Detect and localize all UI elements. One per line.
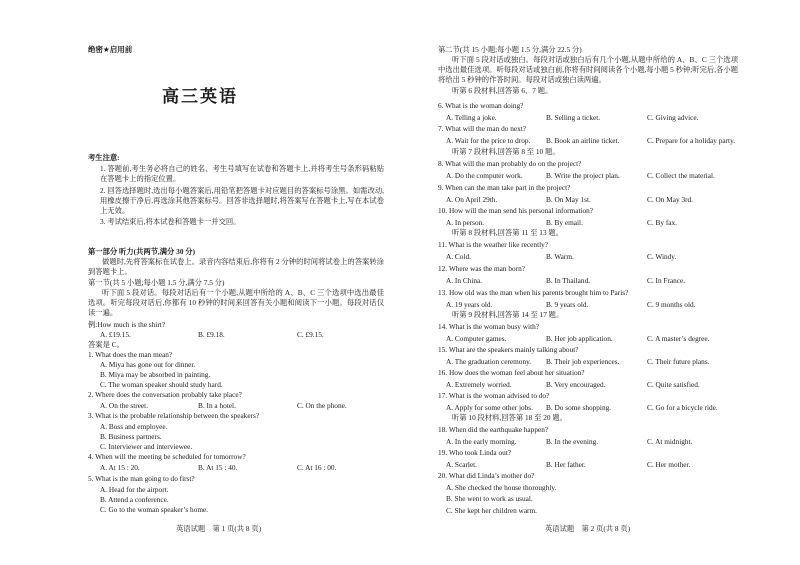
question-10: 10. How will the man send his personal information? <box>438 206 594 215</box>
q11-option-c: C. Windy. <box>647 252 677 261</box>
q16-option-b: B. Very encouraged. <box>546 380 606 389</box>
q11-option-b: B. Warm. <box>546 252 574 261</box>
example-option-b: B. £9.18. <box>198 330 225 339</box>
q11-option-a: A. Cold. <box>446 252 471 261</box>
question-2: 2. Where does the conversation probably take place? <box>88 390 242 399</box>
q2-option-a: A. On the street. <box>100 401 149 410</box>
section1-instructions: 听下面 5 段对话。每段对话后有一个小题,从题中所给的 A、B、C 三个选项中选出最佳选项。听完每段对话后,你都有 10 秒钟的时间来回答有关小题和阅读下一小题。每段对话仅读一遍。 <box>88 288 384 317</box>
q16-option-a: A. Extremely worried. <box>446 380 512 389</box>
q3-option-b: B. Business partners. <box>100 432 162 441</box>
secret-label: 绝密★启用前 <box>88 45 133 54</box>
example-question: 例:How much is the shirt? <box>88 320 166 329</box>
material-8: 听第 8 段材料,回答第 11 至 13 题。 <box>452 228 564 237</box>
q15-option-b: B. Their job experiences. <box>546 357 620 366</box>
q3-option-c: C. Interviewer and interviewee. <box>100 442 193 451</box>
q20-option-a: A. She checked the house thoroughly. <box>446 483 557 492</box>
question-19: 19. Who took Linda out? <box>438 448 512 457</box>
section2-heading: 第二节(共 15 小题;每小题 1.5 分,满分 22.5 分) <box>438 45 582 54</box>
material-6: 听第 6 段材料,回答第 6、7 题。 <box>452 86 553 95</box>
question-20: 20. What did Linda’s mother do? <box>438 471 535 480</box>
q5-option-c: C. Go to the woman speaker’s home. <box>100 505 209 514</box>
q17-option-b: B. Do some shopping. <box>546 403 612 412</box>
notice-item-3: 3. 考试结束后,将本试卷和答题卡一并交回。 <box>100 217 241 226</box>
q7-option-b: B. Book an airline ticket. <box>546 136 620 145</box>
q3-option-a: A. Boss and employee. <box>100 422 168 431</box>
q6-option-c: C. Giving advice. <box>647 113 699 122</box>
q7-option-c: C. Prepare for a holiday party. <box>647 136 736 145</box>
q6-option-a: A. Telling a joke. <box>446 113 497 122</box>
q13-option-c: C. 9 months old. <box>647 300 696 309</box>
material-7: 听第 7 段材料,回答第 8 至 10 题。 <box>452 147 560 156</box>
notice-item-1: 1. 答题前,考生务必将自己的姓名、考生号填写在试卷和答题卡上,并将考生号条形码粘贴在答题卡上的指定位置。 <box>100 164 384 183</box>
q12-option-a: A. In China. <box>446 276 483 285</box>
q10-option-a: A. In person. <box>446 218 485 227</box>
notice-item-2: 2. 回答选择题时,选出每小题答案后,用铅笔把答题卡对应题目的答案标号涂黑。如需改动,用橡皮擦干净后,再选涂其他答案标号。回答非选择题时,将答案写在答题卡上,写在本试卷上无效。 <box>100 186 384 215</box>
example-option-a: A. £19.15. <box>100 330 131 339</box>
question-17: 17. What is the woman advised to do? <box>438 391 550 400</box>
q12-option-b: B. In Thailand. <box>546 276 591 285</box>
question-13: 13. How old was the man when his parents brought him to Paris? <box>438 288 629 297</box>
q5-option-a: A. Head for the airport. <box>100 485 169 494</box>
q15-option-c: C. Their future plans. <box>647 357 710 366</box>
example-option-c: C. £9.15. <box>297 330 324 339</box>
q1-option-a: A. Miya has gone out for dinner. <box>100 360 196 369</box>
material-9: 听第 9 段材料,回答第 14 至 17 题。 <box>452 310 564 319</box>
page-title: 高三英语 <box>162 87 238 107</box>
q10-option-b: B. By email. <box>546 218 583 227</box>
q17-option-c: C. Go for a bicycle ride. <box>647 403 718 412</box>
page-footer-2: 英语试题 第 2 页(共 8 页) <box>545 524 631 533</box>
q20-option-b: B. She went to work as usual. <box>446 494 533 503</box>
notice-heading: 考生注意: <box>88 153 120 162</box>
part1-heading: 第一部分 听力(共两节,满分 30 分) <box>88 247 196 256</box>
q13-option-b: B. 9 years old. <box>546 300 589 309</box>
question-1: 1. What does the man mean? <box>88 350 173 359</box>
q18-option-c: C. At midnight. <box>647 437 693 446</box>
q4-option-b: B. At 15 : 40. <box>198 463 238 472</box>
q9-option-b: B. On May 1st. <box>546 195 591 204</box>
q9-option-a: A. On April 29th. <box>446 195 498 204</box>
q14-option-a: A. Computer games. <box>446 334 507 343</box>
q13-option-a: A. 19 years old. <box>446 300 493 309</box>
q14-option-c: C. A master’s degree. <box>647 334 710 343</box>
question-14: 14. What is the woman busy with? <box>438 322 539 331</box>
question-9: 9. When can the man take part in the project? <box>438 183 571 192</box>
q7-option-a: A. Wait for the price to drop. <box>446 136 531 145</box>
q20-option-c: C. She kept her children warm. <box>446 506 537 515</box>
question-6: 6. What is the woman doing? <box>438 101 524 110</box>
question-7: 7. What will the man do next? <box>438 124 527 133</box>
question-15: 15. What are the speakers mainly talking about? <box>438 345 579 354</box>
q9-option-c: C. On May 3rd. <box>647 195 694 204</box>
q1-option-c: C. The woman speaker should study hard. <box>100 380 223 389</box>
q6-option-b: B. Selling a ticket. <box>546 113 601 122</box>
q18-option-b: B. In the evening. <box>546 437 599 446</box>
q14-option-b: B. Her job application. <box>546 334 613 343</box>
question-3: 3. What is the probable relationship between the speakers? <box>88 411 260 420</box>
example-answer: 答案是 C。 <box>88 340 124 349</box>
q2-option-c: C. On the phone. <box>297 401 347 410</box>
question-18: 18. When did the earthquake happen? <box>438 425 549 434</box>
q15-option-a: A. The graduation ceremony. <box>446 357 532 366</box>
q12-option-c: C. In France. <box>647 276 686 285</box>
part1-instructions: 做题时,先将答案标在试卷上。录音内容结束后,你将有 2 分钟的时间将试卷上的答案转涂到答题卡上。 <box>88 257 384 276</box>
q17-option-a: A. Apply for some other jobs. <box>446 403 533 412</box>
q8-option-c: C. Collect the material. <box>647 171 715 180</box>
exam-page-2 <box>400 0 800 565</box>
q2-option-b: B. In a hotel. <box>198 401 236 410</box>
material-10: 听第 10 段材料,回答第 18 至 20 题。 <box>452 413 567 422</box>
q4-option-a: A. At 15 : 20. <box>100 463 140 472</box>
question-12: 12. Where was the man born? <box>438 264 525 273</box>
q19-option-b: B. Her father. <box>546 460 586 469</box>
q18-option-a: A. In the early morning. <box>446 437 517 446</box>
q19-option-a: A. Scarlet. <box>446 460 478 469</box>
q19-option-c: C. Her mother. <box>647 460 691 469</box>
question-4: 4. When will the meeting be scheduled for tomorrow? <box>88 452 246 461</box>
q16-option-c: C. Quite satisfied. <box>647 380 700 389</box>
question-11: 11. What is the weather like recently? <box>438 240 549 249</box>
section1-heading: 第一节(共 5 小题;每小题 1.5 分,满分 7.5 分) <box>88 278 225 287</box>
q5-option-b: B. Attend a conference. <box>100 495 169 504</box>
question-8: 8. What will the man probably do on the project? <box>438 159 582 168</box>
question-5: 5. What is the man going to do first? <box>88 474 195 483</box>
q8-option-b: B. Write the project plan. <box>546 171 620 180</box>
q8-option-a: A. Do the computer work. <box>446 171 523 180</box>
question-16: 16. How does the woman feel about her situation? <box>438 368 585 377</box>
q1-option-b: B. Miya may be absorbed in painting. <box>100 370 211 379</box>
q4-option-c: C. At 16 : 00. <box>297 463 337 472</box>
section2-instructions: 听下面 5 段对话或独白。每段对话或独白后有几个小题,从题中所给的 A、B、C 三个选项中选出最佳选项。听每段对话或独白前,你将有时间阅读各个小题,每小题 5 秒钟;听完后,各小题将给出 5 秒钟的作答时间。每段对话或独白读两遍。 <box>438 55 738 84</box>
q10-option-c: C. By fax. <box>647 218 677 227</box>
page-footer-1: 英语试题 第 1 页(共 8 页) <box>176 524 262 533</box>
